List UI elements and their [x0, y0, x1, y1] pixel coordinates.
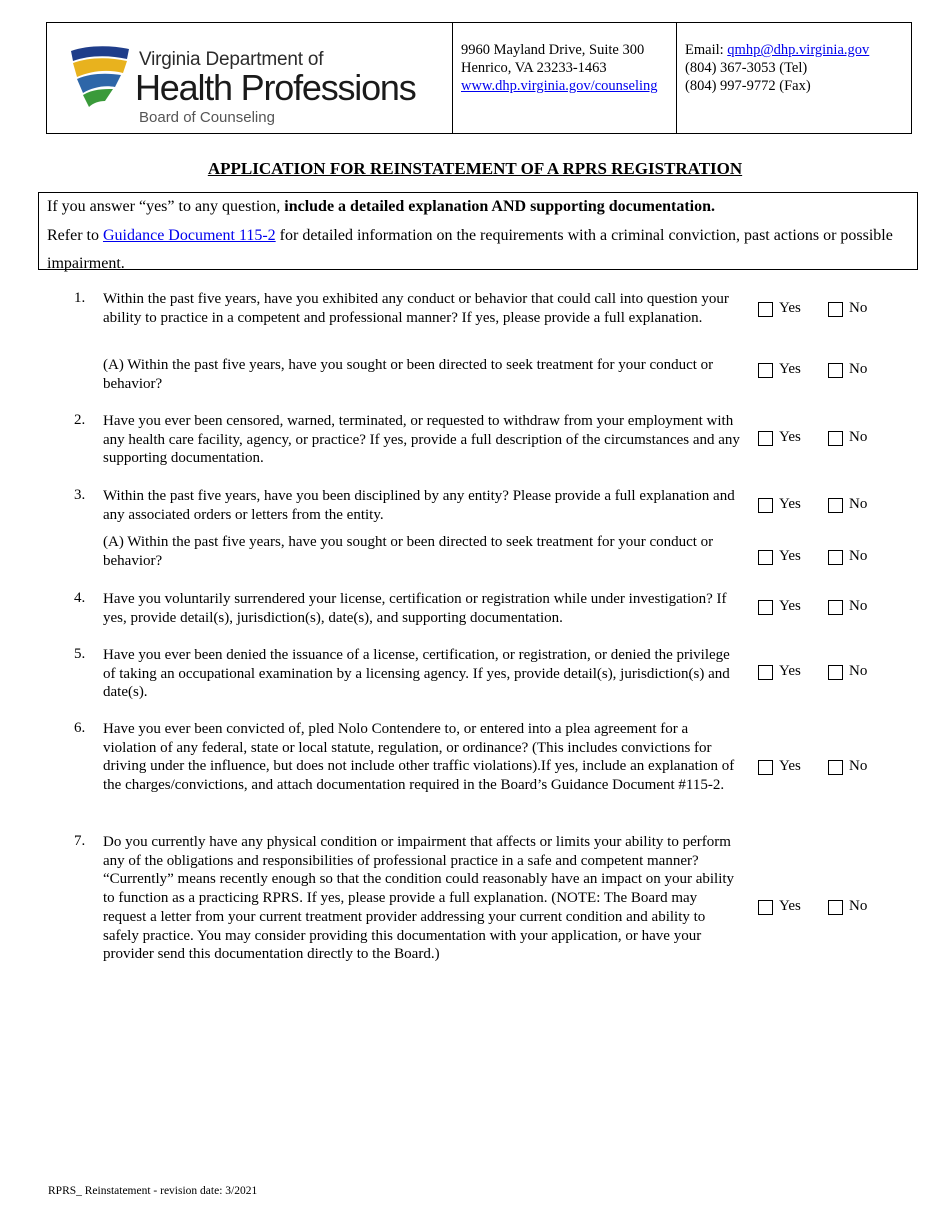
yes-label: Yes	[779, 663, 801, 679]
no-label: No	[849, 598, 868, 614]
question-text: (A) Within the past five years, have you sought or been directed to seek treatment for your conduct or behavior?	[103, 534, 714, 569]
answer-group	[758, 759, 878, 777]
yes-label: Yes	[779, 898, 801, 914]
answer-group	[758, 301, 878, 319]
yes-label: Yes	[779, 429, 801, 445]
yes-label: Yes	[779, 598, 801, 614]
yes-checkbox[interactable]	[758, 550, 773, 565]
no-checkbox[interactable]	[828, 665, 843, 680]
answer-group	[758, 664, 878, 682]
yes-label: Yes	[779, 361, 801, 377]
email-link[interactable]: qmhp@dhp.virginia.gov	[727, 42, 870, 58]
no-label: No	[849, 429, 868, 445]
question-number: 1.	[74, 290, 86, 306]
yes-checkbox[interactable]	[758, 363, 773, 378]
instructions-emphasis: include a detailed explanation AND supporting documentation.	[284, 198, 715, 215]
question-number: 2.	[74, 412, 86, 428]
no-label: No	[849, 361, 868, 377]
question-number: 7.	[74, 833, 86, 849]
no-checkbox[interactable]	[828, 760, 843, 775]
no-checkbox[interactable]	[828, 363, 843, 378]
address-cell	[453, 23, 677, 133]
logo-line-1: Virginia Department of	[139, 49, 324, 70]
yes-label: Yes	[779, 758, 801, 774]
yes-checkbox[interactable]	[758, 900, 773, 915]
question-number: 3.	[74, 487, 86, 503]
logo-line-3: Board of Counseling	[139, 109, 275, 126]
no-label: No	[849, 758, 868, 774]
email-label: Email:	[685, 42, 728, 58]
address-street: 9960 Mayland Drive, Suite 300	[461, 42, 645, 58]
answer-group	[758, 362, 878, 380]
yes-checkbox[interactable]	[758, 302, 773, 317]
no-label: No	[849, 496, 868, 512]
no-checkbox[interactable]	[828, 600, 843, 615]
yes-checkbox[interactable]	[758, 600, 773, 615]
dhp-logo-icon	[67, 43, 131, 109]
address-city: Henrico, VA 23233-1463	[461, 60, 607, 76]
no-checkbox[interactable]	[828, 550, 843, 565]
question-text: Do you currently have any physical condition or impairment that affects or limits your ability to perform any of the obligations and responsibilities of professional practice in a safe and competent manner? “Currently” means recently enough so that the condition could reasonably have an impact on your ability to function as a practicing RPRS. If yes, please provide a full explanation. (NOTE: The Board may request a letter from your current treatment provider addressing your current condition and ability to safely practice. You may consider providing this documentation with your application, or have your provider send this documentation directly to the Board.)	[103, 834, 735, 963]
page-title: APPLICATION FOR REINSTATEMENT OF A RPRS REGISTRATION	[207, 159, 743, 178]
logo-cell	[47, 23, 453, 133]
answer-group	[758, 899, 878, 917]
yes-label: Yes	[779, 496, 801, 512]
refer-text: Refer to	[47, 226, 103, 244]
fax-number: (804) 997-9772 (Fax)	[685, 78, 811, 94]
no-label: No	[849, 548, 868, 564]
no-checkbox[interactable]	[828, 900, 843, 915]
instructions-box	[38, 192, 918, 270]
answer-group	[758, 497, 878, 515]
no-checkbox[interactable]	[828, 302, 843, 317]
no-label: No	[849, 300, 868, 316]
guidance-document-link[interactable]: Guidance Document 115-2	[102, 226, 276, 244]
question-text: Have you voluntarily surrendered your license, certification or registration while under investigation? If yes, provide detail(s), jurisdiction(s), date(s), and supporting documentation.	[103, 591, 727, 626]
yes-checkbox[interactable]	[758, 498, 773, 513]
no-label: No	[849, 663, 868, 679]
contact-cell	[677, 23, 911, 133]
revision-footer: RPRS_ Reinstatement - revision date: 3/2021	[48, 1185, 258, 1197]
answer-group	[758, 599, 878, 617]
question-text: Within the past five years, have you been disciplined by any entity? Please provide a full explanation and any associated orders or letters from the entity.	[103, 488, 735, 523]
question-text: Have you ever been convicted of, pled Nolo Contendere to, or entered into a plea agreement for a violation of any federal, state or local statute, regulation, or ordinance? (This includes convictions for driving under the influence, but does not include other traffic violations).If yes, include an explanation of the charges/convictions, and attach documentation required in the Board’s Guidance Document #115-2.	[103, 721, 735, 794]
letterhead	[46, 22, 912, 134]
logo-line-2: Health Professions	[135, 67, 416, 108]
question-number: 4.	[74, 590, 86, 606]
answer-group	[758, 549, 878, 567]
yes-label: Yes	[779, 548, 801, 564]
answer-group	[758, 430, 878, 448]
yes-checkbox[interactable]	[758, 665, 773, 680]
question-number: 5.	[74, 646, 86, 662]
yes-checkbox[interactable]	[758, 760, 773, 775]
yes-checkbox[interactable]	[758, 431, 773, 446]
instructions-text: If you answer “yes” to any question,	[47, 198, 285, 215]
question-text: Have you ever been censored, warned, terminated, or requested to withdraw from your employment with any health care facility, agency, or practice? If yes, provide a full description of the circumstances and any supporting documentation.	[103, 413, 740, 467]
no-checkbox[interactable]	[828, 498, 843, 513]
question-number: 6.	[74, 720, 86, 736]
question-text: Within the past five years, have you exhibited any conduct or behavior that could call into question your ability to practice in a competent and professional manner? If yes, please provide a full explanation.	[103, 291, 729, 326]
website-link[interactable]: www.dhp.virginia.gov/counseling	[461, 78, 658, 94]
no-label: No	[849, 898, 868, 914]
question-text: (A) Within the past five years, have you sought or been directed to seek treatment for your conduct or behavior?	[103, 357, 714, 392]
refer-suffix: for detailed information on the requirements with a criminal conviction, past actions or possible impairment.	[47, 226, 893, 272]
no-checkbox[interactable]	[828, 431, 843, 446]
phone-number: (804) 367-3053 (Tel)	[685, 60, 808, 76]
question-text: Have you ever been denied the issuance of a license, certification, or registration, or denied the privilege of taking an occupational examination by a licensing agency. If yes, provide detail(s), jurisdiction(s) and date(s).	[103, 647, 730, 701]
yes-label: Yes	[779, 300, 801, 316]
